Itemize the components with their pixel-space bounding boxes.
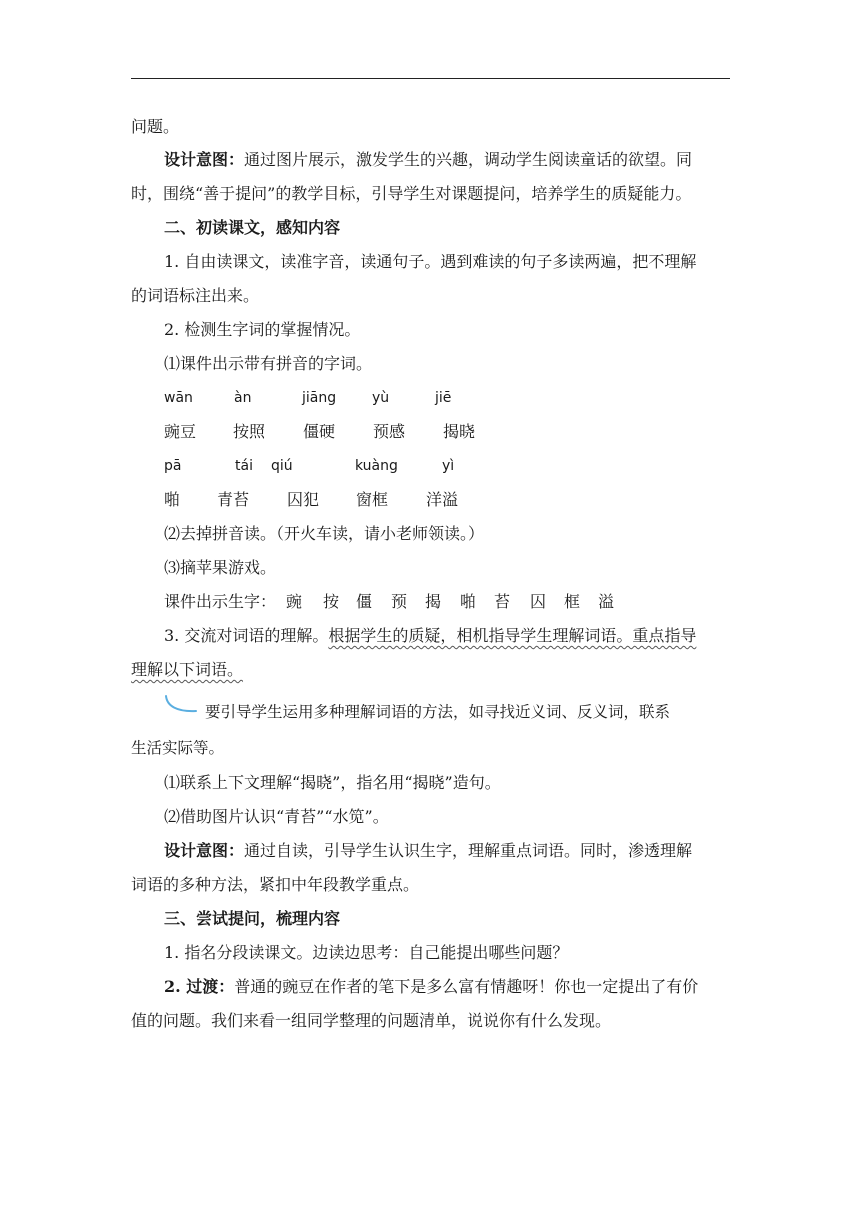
design-intent-1: 设计意图：通过图片展示，激发学生的兴趣，调动学生阅读童话的欲望。同 [164,150,693,169]
text-line: 值的问题。我们来看一组同学整理的问题清单，说说你有什么发现。 [131,1011,612,1030]
text-line [131,659,731,681]
char: 揭 [425,592,442,611]
word: 豌豆 [164,422,197,441]
teaching-note: 要引导学生运用多种理解词语的方法，如寻找近义词、反义词，联系 [205,703,671,721]
char: 啪 [460,592,477,611]
text-line: 的词语标注出来。 [131,286,260,305]
wavy-annotated-text: 理解以下词语。 [131,660,244,679]
pinyin: yì [442,458,455,474]
design-intent-label: 设计意图： [164,150,245,169]
text-line: 2. 检测生字词的掌握情况。 [164,320,361,339]
text-line: 3. 交流对词语的理解。根据学生的质疑，相机指导学生理解词语。重点指导 [164,626,697,645]
char: 豌 [286,592,303,611]
text-line: ⑴课件出示带有拼音的字词。 [164,354,373,373]
char: 囚 [530,592,547,611]
text-line: 2. 过渡：普通的豌豆在作者的笔下是多么富有情趣呀！你也一定提出了有价 [164,977,699,996]
transition-label: 2. 过渡： [164,977,235,996]
pinyin: jiē [435,390,452,406]
pinyin: yù [372,390,390,406]
word: 青苔 [217,490,250,509]
text-line: 1. 指名分段读课文。边读边思考：自己能提出哪些问题？ [164,943,569,962]
char: 溢 [598,592,615,611]
text-line: ⑵借助图片认识“青苔”“水笕”。 [164,807,389,826]
design-intent-label: 设计意图： [164,841,245,860]
pinyin: wān [164,390,193,406]
word: 囚犯 [287,490,320,509]
word: 啪 [164,490,181,509]
pinyin: jiāng [302,390,337,406]
char: 预 [391,592,408,611]
wavy-annotated-text: 根据学生的质疑，相机指导学生理解词语。重点指导 [328,626,697,645]
text-line: 词语的多种方法，紧扣中年段教学重点。 [131,875,420,894]
word: 预感 [373,422,406,441]
pinyin: qiú [271,458,293,474]
word: 按照 [233,422,266,441]
text-line: ⑶摘苹果游戏。 [164,558,277,577]
word: 窗框 [356,490,389,509]
section-heading-2: 二、初读课文，感知内容 [164,218,341,237]
design-intent-2: 设计意图：通过自读，引导学生认识生字，理解重点词语。同时，渗透理解 [164,841,693,860]
text-line: 问题。 [131,117,180,136]
header-rule [131,78,730,79]
section-heading-3: 三、尝试提问，梳理内容 [164,909,341,928]
text-line: ⑴联系上下文理解“揭晓”，指名用“揭晓”造句。 [164,773,501,792]
word: 揭晓 [443,422,476,441]
word: 洋溢 [426,490,459,509]
note-curve-icon [163,694,199,716]
pinyin: pā [164,458,182,474]
char: 按 [323,592,340,611]
word: 僵硬 [303,422,336,441]
new-chars-line: 课件出示生字： 豌 按 僵 预 揭 啪 苔 囚 框 溢 [164,592,615,611]
text-line: 时，围绕“善于提问”的教学目标，引导学生对课题提问，培养学生的质疑能力。 [131,184,692,203]
pinyin: tái [235,458,253,474]
text-line: ⑵去掉拼音读。（开火车读，请小老师领读。） [164,524,485,543]
char: 框 [564,592,581,611]
pinyin: kuàng [355,458,398,474]
pinyin: àn [234,390,252,406]
text-line: 1. 自由读课文，读准字音，读通句子。遇到难读的句子多读两遍，把不理解 [164,252,697,271]
teaching-note: 生活实际等。 [131,739,225,757]
char: 僵 [356,592,373,611]
char: 苔 [494,592,511,611]
